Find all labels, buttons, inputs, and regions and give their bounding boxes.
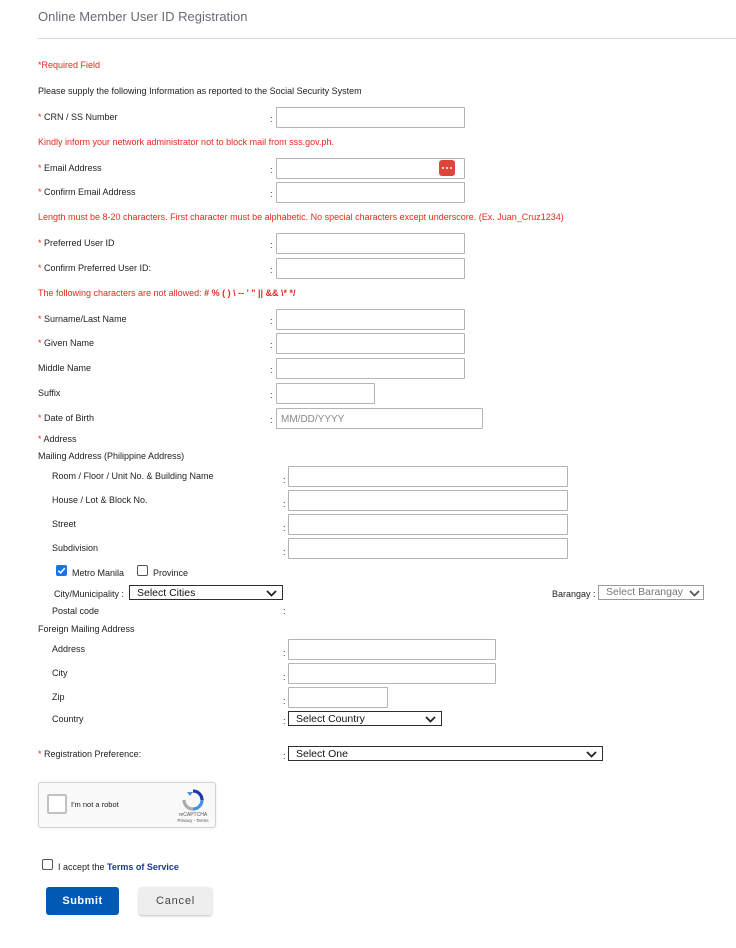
crn-label: * CRN / SS Number bbox=[38, 112, 118, 122]
confirm-user-id-input[interactable] bbox=[276, 258, 465, 279]
recaptcha-logo-icon bbox=[182, 789, 204, 811]
middle-name-input[interactable] bbox=[276, 358, 465, 379]
email-colon: : bbox=[270, 165, 273, 175]
confirm-user-id-label: * Confirm Preferred User ID: bbox=[38, 263, 152, 273]
province-label: Province bbox=[153, 568, 189, 578]
given-name-colon: : bbox=[270, 340, 273, 350]
cancel-button[interactable]: Cancel bbox=[139, 887, 212, 915]
house-input[interactable] bbox=[288, 490, 568, 511]
street-label: Street bbox=[52, 519, 77, 529]
foreign-address-colon: : bbox=[283, 648, 286, 658]
dob-colon: : bbox=[270, 415, 273, 425]
required-field-note: *Required Field bbox=[38, 60, 101, 70]
chevron-down-icon bbox=[689, 588, 700, 598]
surname-label: * Surname/Last Name bbox=[38, 314, 127, 324]
registration-preference-select[interactable]: Select One bbox=[288, 746, 603, 761]
recaptcha-label: I'm not a robot bbox=[71, 800, 119, 809]
barangay-label: Barangay : bbox=[552, 589, 596, 599]
suffix-colon: : bbox=[270, 390, 273, 400]
subdivision-input[interactable] bbox=[288, 538, 568, 559]
postal-colon: : bbox=[283, 606, 286, 616]
chevron-down-icon bbox=[266, 588, 277, 598]
confirm-email-label: * Confirm Email Address bbox=[38, 187, 136, 197]
mail-note: Kindly inform your network administrator not to block mail from sss.gov.ph. bbox=[38, 137, 334, 147]
country-select[interactable]: Select Country bbox=[288, 711, 442, 726]
barangay-select[interactable]: Select Barangay bbox=[598, 585, 704, 600]
room-label: Room / Floor / Unit No. & Building Name bbox=[52, 471, 214, 481]
province-checkbox[interactable] bbox=[137, 565, 148, 576]
submit-button[interactable]: Submit bbox=[46, 887, 119, 915]
suffix-input[interactable] bbox=[276, 383, 375, 404]
foreign-address-input[interactable] bbox=[288, 639, 496, 660]
dob-label: * Date of Birth bbox=[38, 413, 95, 423]
suffix-label: Suffix bbox=[38, 388, 61, 398]
disallowed-chars-note: The following characters are not allowed: # % ( ) \ -- ' " || && \* */ bbox=[38, 288, 296, 298]
intro-text: Please supply the following Information as reported to the Social Security System bbox=[38, 86, 362, 96]
crn-colon: : bbox=[270, 114, 273, 124]
given-name-label: * Given Name bbox=[38, 338, 95, 348]
terms-of-service-link[interactable]: Terms of Service bbox=[107, 862, 179, 872]
registration-preference-label: * Registration Preference: bbox=[38, 749, 142, 759]
foreign-city-colon: : bbox=[283, 672, 286, 682]
terms-text: I accept the Terms of Service bbox=[58, 862, 179, 872]
room-colon: : bbox=[283, 475, 286, 485]
given-name-input[interactable] bbox=[276, 333, 465, 354]
middle-name-label: Middle Name bbox=[38, 363, 92, 373]
chevron-down-icon bbox=[586, 749, 597, 759]
country-colon: : bbox=[283, 716, 286, 726]
address-label: * Address bbox=[38, 434, 77, 444]
metro-manila-checkbox[interactable] bbox=[56, 565, 67, 576]
street-colon: : bbox=[283, 523, 286, 533]
recaptcha-terms: Privacy - Terms bbox=[177, 818, 209, 823]
postal-code-label: Postal code bbox=[52, 606, 100, 616]
room-input[interactable] bbox=[288, 466, 568, 487]
foreign-address-label: Address bbox=[52, 644, 86, 654]
title-divider bbox=[38, 38, 736, 39]
email-input[interactable] bbox=[276, 158, 465, 179]
confirm-email-input[interactable] bbox=[276, 182, 465, 203]
metro-manila-label: Metro Manila bbox=[72, 568, 125, 578]
foreign-city-input[interactable] bbox=[288, 663, 496, 684]
house-colon: : bbox=[283, 499, 286, 509]
house-label: House / Lot & Block No. bbox=[52, 495, 148, 505]
userid-rules-note: Length must be 8-20 characters. First character must be alphabetic. No special characters except underscore. (Ex. Juan_Cruz1234) bbox=[38, 212, 564, 222]
recaptcha-widget bbox=[38, 782, 216, 828]
chevron-down-icon bbox=[425, 714, 436, 724]
email-label: * Email Address bbox=[38, 163, 102, 173]
mailing-address-heading: Mailing Address (Philippine Address) bbox=[38, 451, 185, 461]
user-id-colon: : bbox=[270, 240, 273, 250]
foreign-city-label: City bbox=[52, 668, 68, 678]
city-select[interactable]: Select Cities bbox=[129, 585, 283, 600]
subdivision-label: Subdivision bbox=[52, 543, 99, 553]
user-id-input[interactable] bbox=[276, 233, 465, 254]
recaptcha-brand: reCAPTCHA bbox=[178, 812, 208, 818]
foreign-address-heading: Foreign Mailing Address bbox=[38, 624, 135, 634]
checkmark-icon bbox=[56, 565, 67, 576]
subdivision-colon: : bbox=[283, 547, 286, 557]
zip-input[interactable] bbox=[288, 687, 388, 708]
crn-input[interactable] bbox=[276, 107, 465, 128]
city-label: City/Municipality : bbox=[54, 589, 125, 599]
street-input[interactable] bbox=[288, 514, 568, 535]
password-manager-icon[interactable] bbox=[439, 160, 455, 176]
confirm-email-colon: : bbox=[270, 189, 273, 199]
zip-label: Zip bbox=[52, 692, 65, 702]
page-title: Online Member User ID Registration bbox=[38, 9, 248, 24]
zip-colon: : bbox=[283, 696, 286, 706]
terms-checkbox[interactable] bbox=[42, 859, 53, 870]
dob-input[interactable]: MM/DD/YYYY bbox=[276, 408, 483, 429]
country-label: Country bbox=[52, 714, 84, 724]
middle-name-colon: : bbox=[270, 365, 273, 375]
surname-input[interactable] bbox=[276, 309, 465, 330]
surname-colon: : bbox=[270, 316, 273, 326]
confirm-user-id-colon: : bbox=[270, 265, 273, 275]
user-id-label: * Preferred User ID bbox=[38, 238, 115, 248]
recaptcha-checkbox[interactable] bbox=[47, 794, 67, 814]
registration-colon: : bbox=[283, 751, 286, 761]
